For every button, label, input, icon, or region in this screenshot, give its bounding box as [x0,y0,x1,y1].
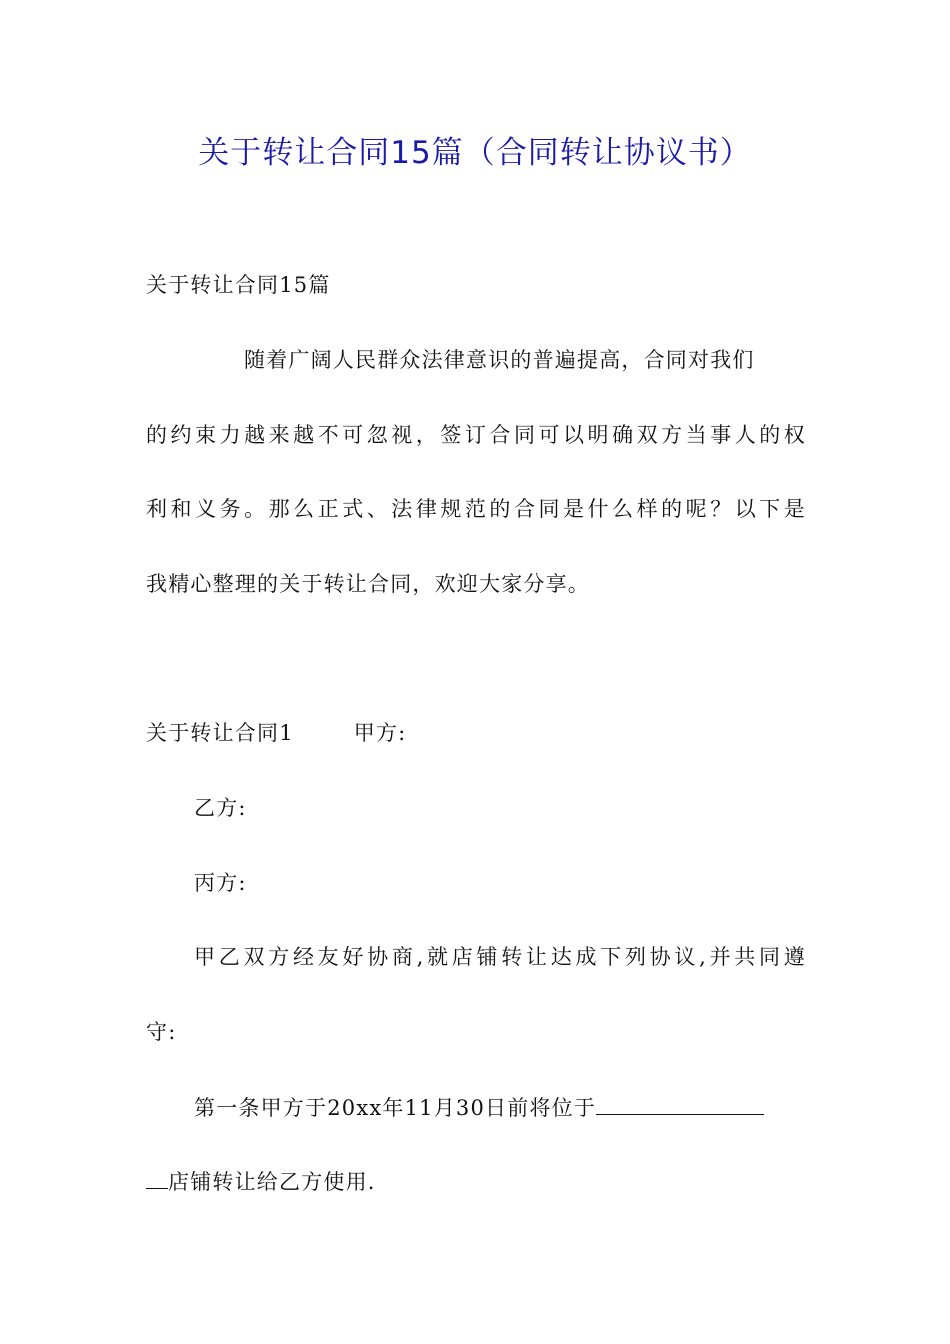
article-1-blank-continuation [146,1166,168,1189]
document-title: 关于转让合同15篇（合同转让协议书） [198,135,752,171]
intro-line-4: 我精心整理的关于转让合同，欢迎大家分享。 [146,572,590,596]
article-1-line-1 [146,1092,806,1123]
article-1-text-end: 店铺转让给乙方使用. [168,1170,376,1194]
party-c-label: 丙方: [194,871,247,895]
intro-line-2: 的约束力越来越不可忽视，签订合同可以明确双方当事人的权 [146,423,806,447]
contract-1-heading: 关于转让合同1 [146,721,294,745]
party-b-label: 乙方: [194,796,247,820]
document-subtitle: 关于转让合同15篇 [146,273,331,297]
article-1-line-2 [146,1166,806,1197]
article-1-blank-line [596,1092,764,1115]
agreement-line-1: 甲乙双方经友好协商,就店铺转让达成下列协议,并共同遵 [194,945,806,969]
agreement-line-2: 守: [146,1020,177,1044]
contract-1-heading-row [146,718,806,748]
intro-line-3: 利和义务。那么正式、法律规范的合同是什么样的呢？以下是 [146,497,806,521]
party-a-label: 甲方: [353,721,407,745]
intro-line-1: 随着广阔人民群众法律意识的普遍提高，合同对我们 [244,348,755,372]
article-1-text-start: 第一条甲方于20xx年11月30日前将位于 [194,1096,597,1120]
